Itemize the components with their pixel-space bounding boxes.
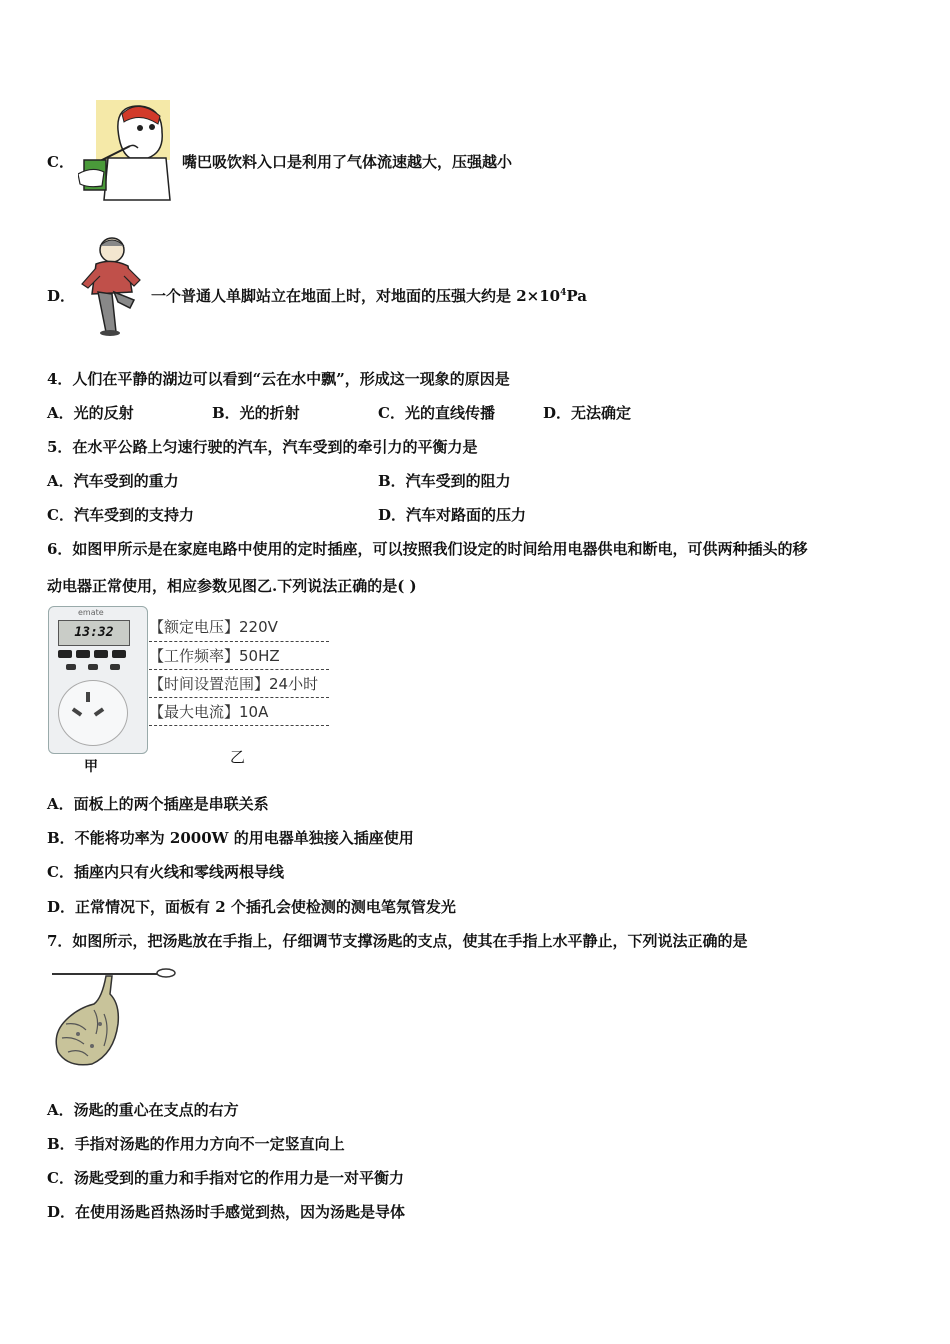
q6-stem-line2: 动电器正常使用，相应参数见图乙.下列说法正确的是( ): [47, 577, 417, 595]
socket-button-3: [94, 650, 108, 658]
spec-time-range: 【时间设置范围】24小时: [149, 675, 319, 693]
socket-button-6: [88, 664, 98, 670]
one-leg-standing-cartoon-icon: [78, 236, 148, 336]
socket-brand: emate: [78, 608, 104, 617]
q3-option-d-text: 一个普通人单脚站立在地面上时，对地面的压强大约是 $2\times 10^4Pa$: [151, 287, 587, 305]
q5-option-b: B．汽车受到的阻力: [378, 472, 511, 490]
figure-label-jia: 甲: [84, 759, 98, 775]
spec-max-current: 【最大电流】10A: [149, 703, 269, 721]
q5-stem: 5．在水平公路上匀速行驶的汽车，汽车受到的牵引力的平衡力是: [47, 438, 478, 456]
socket-display: 13:32: [58, 620, 130, 646]
q7-option-c: C．汤匙受到的重力和手指对它的作用力是一对平衡力: [47, 1169, 404, 1187]
socket-button-1: [58, 650, 72, 658]
spec-frequency: 【工作频率】50HZ: [149, 647, 280, 665]
spec-rated-voltage: 【额定电压】220V: [149, 618, 278, 636]
q6-option-a: A．面板上的两个插座是串联关系: [47, 795, 269, 813]
spec-table: [149, 617, 331, 733]
q3-option-d-letter: D．: [47, 287, 76, 305]
figure-label-yi: 乙: [230, 748, 246, 766]
socket-button-4: [112, 650, 126, 658]
spec-divider-3: [149, 697, 329, 698]
timer-socket-figure: [48, 606, 148, 754]
q4-stem: 4．人们在平静的湖边可以看到“云在水中飘”，形成这一现象的原因是: [47, 370, 510, 388]
q7-stem: 7．如图所示，把汤匙放在手指上，仔细调节支撑汤匙的支点，使其在手指上水平静止，下列说法正确的是: [47, 932, 748, 950]
q5-option-d: D．汽车对路面的压力: [378, 506, 527, 524]
q3-option-c-text: 嘴巴吸饮料入口是利用了气体流速越大，压强越小: [182, 153, 513, 171]
q7-option-b: B．手指对汤匙的作用力方向不一定竖直向上: [47, 1135, 345, 1153]
socket-button-2: [76, 650, 90, 658]
q4-option-b: B．光的折射: [212, 404, 300, 422]
q7-option-a: A．汤匙的重心在支点的右方: [47, 1101, 239, 1119]
spec-divider-4: [149, 725, 329, 726]
socket-button-7: [110, 664, 120, 670]
q4-option-d: D．无法确定: [543, 404, 632, 422]
q5-option-c: C．汽车受到的支持力: [47, 506, 194, 524]
q7-option-d: D．在使用汤匙舀热汤时手感觉到热，因为汤匙是导体: [47, 1203, 406, 1221]
spec-divider-2: [149, 669, 329, 670]
spec-divider-1: [149, 641, 329, 642]
q4-option-a: A．光的反射: [47, 404, 134, 422]
spoon-on-finger-icon: [48, 964, 178, 1070]
socket-hole-top: [86, 692, 90, 702]
socket-button-5: [66, 664, 76, 670]
q6-option-b: B．不能将功率为 2000W 的用电器单独接入插座使用: [47, 829, 414, 847]
q6-stem-line1: 6．如图甲所示是在家庭电路中使用的定时插座，可以按照我们设定的时间给用电器供电和断电，可供两种插头的移: [47, 540, 808, 558]
drinking-straw-cartoon-icon: [78, 100, 172, 202]
q4-option-c: C．光的直线传播: [378, 404, 495, 422]
q6-option-c: C．插座内只有火线和零线两根导线: [47, 863, 284, 881]
q6-option-d: D．正常情况下，面板有 2 个插孔会使检测的测电笔氖管发光: [47, 898, 456, 916]
q5-option-a: A．汽车受到的重力: [47, 472, 179, 490]
q3-option-c-letter: C．: [47, 153, 74, 171]
